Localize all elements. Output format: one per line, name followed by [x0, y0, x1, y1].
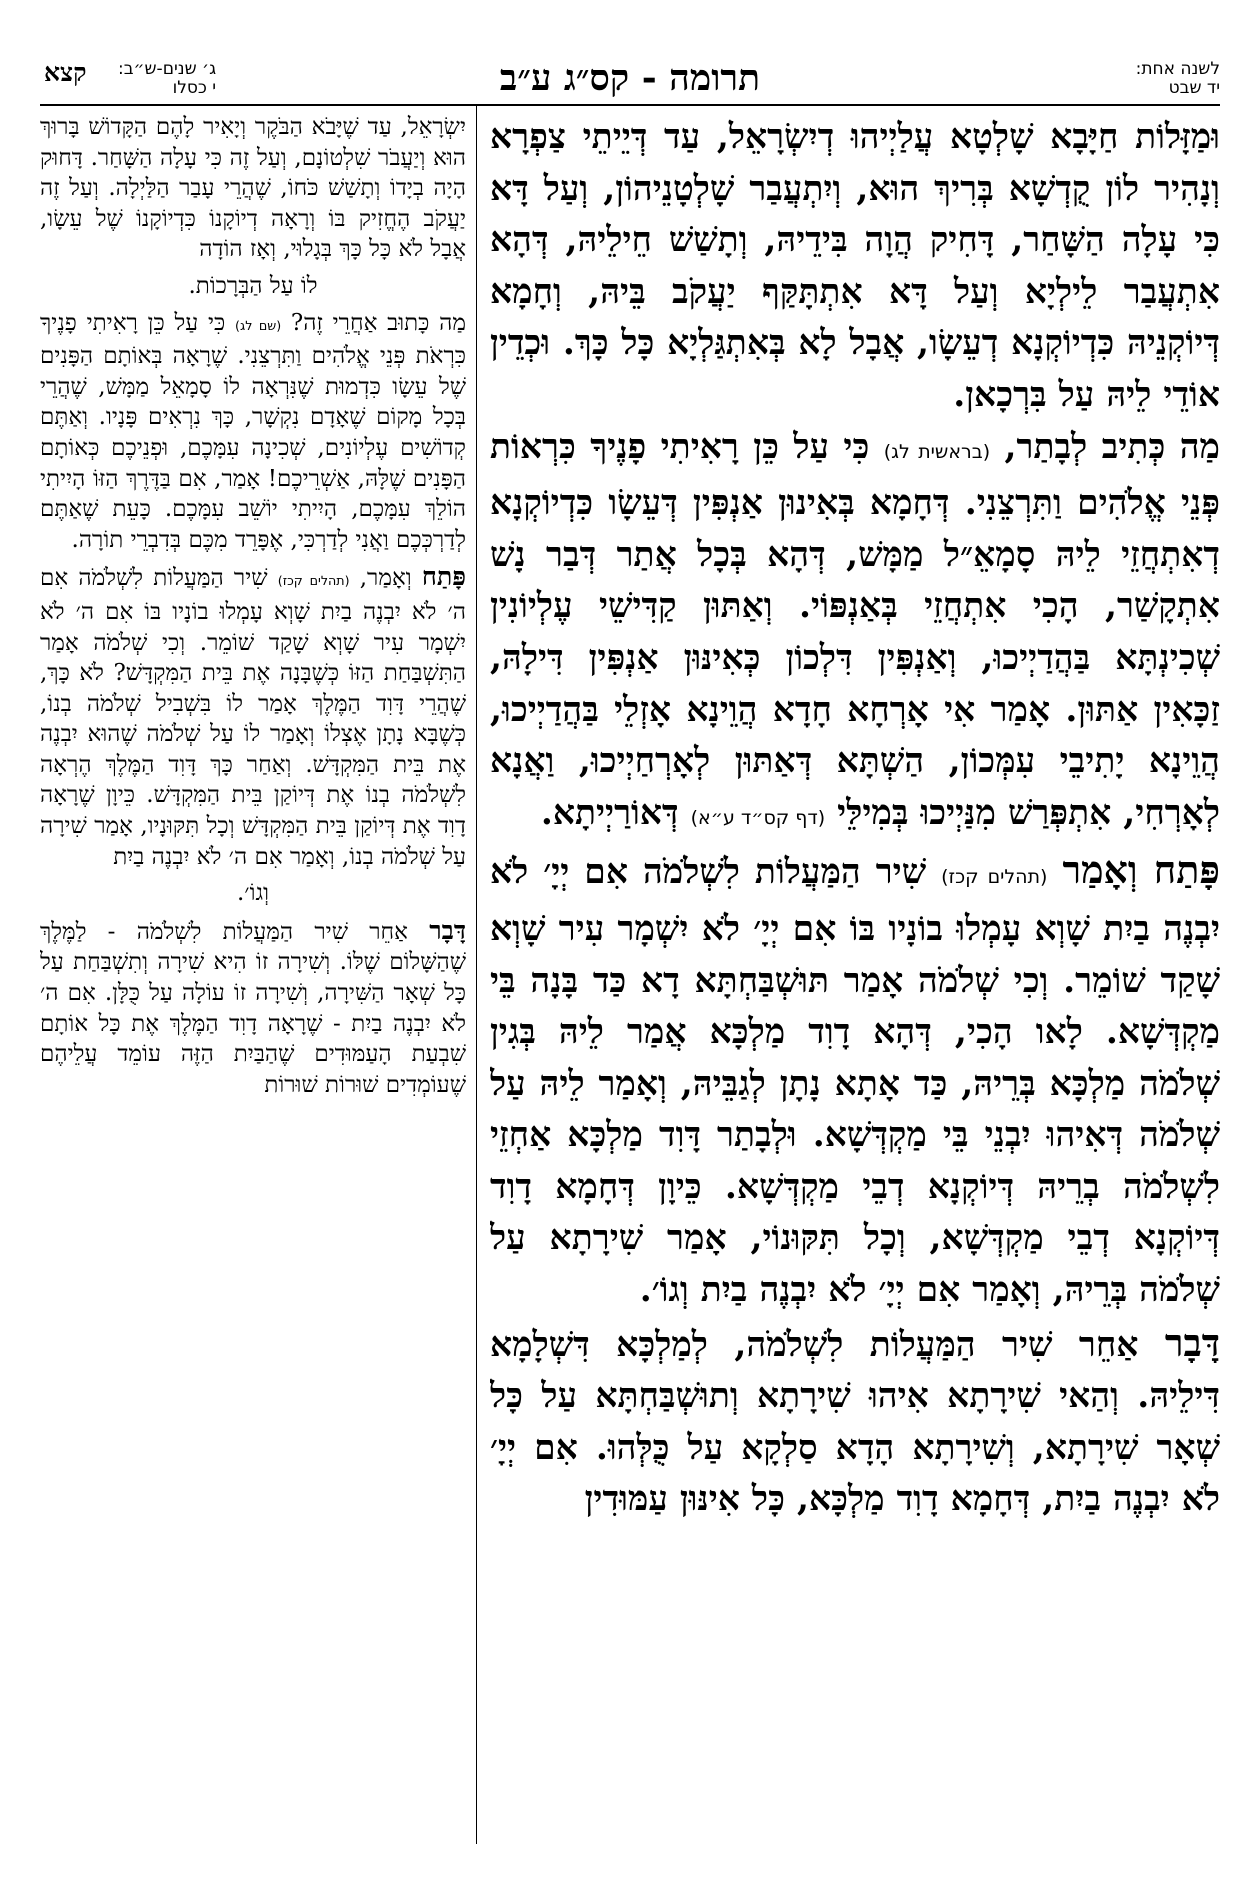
- paragraph-opening: מַה כְּתִיב לְבָתַר,: [1004, 426, 1220, 467]
- paragraph-text: לוֹ עַל הַבְּרָכוֹת.: [188, 272, 318, 299]
- paragraph-text: אַחֵר שִׁיר הַמַּעֲלוֹת לִשְׁלֹמֹה, לְמַלְכָּא דִּשְׁלָמָא דִּילֵיהּ. וְהַאי שִׁירָתָא אִיהוּ שִׁירָתָא וְתוּשְׁבַּחְתָּא עַל כָּל שְׁאָר שִׁירָתָא, וְשִׁירָתָא הָדָא סַלְקָא עַל כֻּלְּהוּ. אִם יְיָ׳ לֹא יִבְנֶה בַיִת, דְּחָמָא דָוִד מַלְכָּא, כָּל אִינּוּן עַמּוּדִין: [490, 1324, 1220, 1520]
- paragraph-text: וּמַזָּלוֹת חַיָּבָא שָׁלְטָא עֲלַיְיהוּ דְיִשְׂרָאֵל, עַד דְּיֵיתֵי צַפְרָא וְנָהִיר לוֹן קֻדְשָׁא בְּרִיךְ הוּא, וְיִתְעֲבַר שָׁלְטָנֵיהוֹן, וְעַל דָּא כִּי עָלָה הַשָּׁחַר, דָּחִיק הֲוָה בִּידֵיהּ, וְתָשַׁשׁ חֵילֵיהּ, דְּהָא אִתְעֲבַר לֵילְיָא וְעַל דָּא אִתְתָּקַּף יַעֲקֹב בֵּיהּ, וְחָמָא דְּיוֹקְנֵיהּ כִּדְיוֹקְנָא דְעֵשָׂו, אֲבָל לָא בְּאִתְגַּלְיָא כָּל כָּךְ. וּכְדֵין אוֹדֵי לֵיהּ עַל בִּרְכָאן.: [490, 117, 1220, 415]
- schedule-label: לשנה אחת:: [1135, 59, 1220, 79]
- study-schedule-three-years: [118, 60, 216, 98]
- page-reference: (דף קס״ד ע״א): [690, 806, 826, 829]
- main-paragraph-3: [490, 844, 1220, 1316]
- side-paragraph-3: [40, 561, 466, 872]
- side-paragraph-1-end: [40, 271, 466, 302]
- paragraph-text: יִשְׂרָאֵל, עַד שֶׁיָּבֹא הַבֹּקֶר וְיָאִיר לָהֶם הַקָּדוֹשׁ בָּרוּךְ הוּא וְיַעֲבֹר שִׁלְטוֹנָם, וְעַל זֶה כִּי עָלָה הַשָּׁחַר. דָּחוּק הָיָה בְיָדוֹ וְתָשַׁשׁ כֹּחוֹ, שֶׁהֲרֵי עָבַר הַלַּיְלָה. וְעַל זֶה יַעֲקֹב הֶחֱזִיק בּוֹ וְרָאָה דְיוֹקָנוֹ כִּדְיוֹקָנוֹ שֶׁל עֵשָׂו, אֲבָל לֹא כָּל כָּךְ בְּגָלוּי, וְאָז הוֹדָה: [40, 114, 466, 263]
- paragraph-text: דְּאוֹרַיְיתָא.: [540, 792, 679, 833]
- side-paragraph-2: [40, 308, 466, 556]
- source-reference: (בראשית לג): [883, 440, 991, 463]
- hebrew-translation-column: [40, 112, 466, 1844]
- source-reference: (שם לג): [235, 317, 282, 333]
- paragraph-text: כִּי עַל כֵּן רָאִיתִי פָנֶיךָ כִּרְאֹת פְּנֵי אֱלֹהִים וַתִּרְצֵנִי. שֶׁרָאָה בְּאוֹתָם הַפָּנִים שֶׁל עֵשָׂו כִּדְמוּת שֶׁנִּרְאָה לוֹ סָמָאֵל מַמָּשׁ, שֶׁהֲרֵי בְּכָל מָקוֹם שֶׁאָדָם נִקְשָׁר, כָּךְ נִרְאִים פָּנָיו. וְאַתֶּם קְדוֹשִׁים עֶלְיוֹנִים, שְׁכִינָה עִמָּכֶם, וּפְנֵיכֶם כְּאוֹתָם הַפָּנִים שֶׁלָּהּ, אַשְׁרֵיכֶם! אָמַר, אִם בַּדֶּרֶךְ הַזּוֹ הָיִיתִי הוֹלֵךְ עִמָּכֶם, הָיִיתִי יוֹשֵׁב עִמָּכֶם. כָּעֵת שֶׁאַתֶּם לְדַרְכְּכֶם וַאֲנִי לְדַרְכִּי, אֶפָּרֵד מִכֶּם בְּדִבְרֵי תוֹרָה.: [40, 309, 466, 553]
- paragraph-text: וְגוֹ׳.: [237, 880, 269, 907]
- main-paragraph-4: [490, 1317, 1220, 1526]
- side-paragraph-1: [40, 112, 466, 265]
- paragraph-text: כִּי עַל כֵּן רָאִיתִי פָנֶיךָ כִּרְאוֹת פְּנֵי אֱלֹהִים וַתִּרְצֵנִי. דְּחָמָא בְּאִינוּן אַנְפִּין דְּעֵשָׂו כִּדְיוֹקְנָא דְאִתְחֲזֵי לֵיהּ סָמָאֵ״ל מַמָּשׁ, דְּהָא בְּכָל אֲתַר דְּבַר נָשׁ אִתְקָשַׁר, הָכִי אִתְחֲזֵי בְּאַנְפּוֹי. וְאַתּוּן קַדִּישֵׁי עֶלְיוֹנִין שְׁכִינְתָּא בַּהֲדַיְיכוּ, וְאַנְפִּין דִּלְכוֹן כְּאִינּוּן אַנְפִּין דִּילָהּ, זַכָּאִין אַתּוּן. אָמַר אִי אָרְחָא חָדָא הֲוֵינָא אָזְלֵי בַּהֲדַיְיכוּ, הֲוֵינָא יָתִיבֵי עִמְּכוֹן, הַשְׁתָּא דְּאַתּוּן לְאָרְחַיְיכוּ, וַאֲנָא לְאָרְחִי, אִתְפְּרַשׁ מִנַּיְיכוּ בְּמִילֵּי: [490, 426, 1220, 833]
- aramaic-text-column: [490, 112, 1220, 1844]
- page: [40, 54, 1220, 1844]
- paragraph-opening: דָּבָר: [1164, 1319, 1220, 1365]
- paragraph-text: שִׁיר הַמַּעֲלוֹת לִשְׁלֹמֹה אִם ה׳ לֹא יִבְנֶה בַיִת שָׁוְא עָמְלוּ בוֹנָיו בּוֹ אִם ה׳ לֹא יִשְׁמָר עִיר שָׁוְא שָׁקַד שׁוֹמֵר. וְכִי שְׁלֹמֹה אָמַר הַתִּשְׁבַּחַת הַזּוֹ כְּשֶׁבָּנָה אֶת בֵּית הַמִּקְדָּשׁ? לֹא כָּךְ, שֶׁהֲרֵי דָּוִד הַמֶּלֶךְ אָמַר לוֹ בִּשְׁבִיל שְׁלֹמֹה בְנוֹ, כְּשֶׁבָּא נָתָן אֶצְלוֹ וְאָמַר לוֹ עַל שְׁלֹמֹה שֶׁהוּא יִבְנֶה אֶת בֵּית הַמִּקְדָּשׁ. וְאַחַר כָּךְ דָּוִד הַמֶּלֶךְ הֶרְאָה לִשְׁלֹמֹה בְנוֹ אֶת דְּיוֹקַן בֵּית הַמִּקְדָּשׁ. כֵּיוָן שֶׁרָאָה דָוִד אֶת דְּיוֹקַן בֵּית הַמִּקְדָּשׁ וְכָל תִּקּוּנָיו, אָמַר שִׁירָה עַל שְׁלֹמֹה בְנוֹ, וְאָמַר אִם ה׳ לֹא יִבְנֶה בַיִת: [40, 565, 466, 870]
- page-number: קצא: [44, 58, 87, 87]
- paragraph-text: שִׁיר הַמַּעֲלוֹת לִשְׁלֹמֹה אִם יְיָ׳ לֹא יִבְנֶה בַיִת שָׁוְא עָמְלוּ בוֹנָיו בּוֹ אִם יְיָ׳ לֹא יִשְׁמָר עִיר שָׁוְא שָׁקַד שׁוֹמֵר. וְכִי שְׁלֹמֹה אָמַר תּוּשְׁבַּחְתָּא דָא כַּד בָּנָה בֵּי מַקְדְּשָׁא. לָאו הָכִי, דְּהָא דָוִד מַלְכָּא אֲמַר לֵיהּ בְּגִין שְׁלֹמֹה מַלְכָּא בְּרֵיהּ, כַּד אָתָא נָתָן לְגַבֵּיהּ, וְאָמַר לֵיהּ עַל שְׁלֹמֹה דְּאִיהוּ יִבְנֵי בֵּי מַקְדְּשָׁא. וּלְבָתַר דָּוִד מַלְכָּא אַחְזֵי לִשְׁלֹמֹה בְרֵיהּ דְּיוֹקְנָא דְבֵי מַקְדְּשָׁא. כֵּיוָן דְּחָמָא דָוִד דְּיוֹקְנָא דְבֵי מַקְדְּשָׁא, וְכָל תִּקּוּנוֹי, אָמַר שִׁירָתָא עַל שְׁלֹמֹה בְּרֵיהּ, וְאָמַר אִם יְיָ׳ לֹא יִבְנֶה בַיִת וְגוֹ׳.: [490, 852, 1220, 1311]
- schedule-date: יד שבט: [1168, 78, 1220, 98]
- schedule-label: ג׳ שנים-ש״ב:: [118, 59, 217, 79]
- paragraph-text: אַחֵר שִׁיר הַמַּעֲלוֹת לִשְׁלֹמֹה - לַמֶּלֶךְ שֶׁהַשָּׁלוֹם שֶׁלּוֹ. וְשִׁירָה זוֹ הִיא שִׁירָה וְתִשְׁבַּחַת עַל כָּל שְׁאָר הַשִּׁירָה, וְשִׁירָה זוֹ עוֹלָה עַל כֻּלָּן. אִם ה׳ לֹא יִבְנֶה בַיִת - שֶׁרָאָה דָוִד הַמֶּלֶךְ אֶת כָּל אוֹתָם שִׁבְעַת הָעַמּוּדִים שֶׁהַבַּיִת הַזֶּה עוֹמֵד עֲלֵיהֶם שֶׁעוֹמְדִים שׁוּרוֹת שׁוּרוֹת: [40, 918, 466, 1098]
- main-paragraph-1: [490, 112, 1220, 422]
- main-paragraph-2: [490, 422, 1220, 845]
- page-header: [40, 54, 1220, 106]
- schedule-date: י כסלו: [172, 78, 217, 98]
- source-reference: (תהלים קכז): [277, 573, 350, 589]
- side-paragraph-4: [40, 915, 466, 1101]
- paragraph-opening: פָּתַח וְאָמַר: [1062, 847, 1220, 893]
- side-paragraph-3-end: [40, 878, 466, 909]
- source-reference: (תהלים קכז): [941, 866, 1048, 889]
- paragraph-opening: דָּבָר: [429, 914, 466, 945]
- paragraph-opening: פָּתַח: [421, 561, 466, 592]
- page-title: תרומה - קס״ג ע״ב: [499, 57, 761, 99]
- paragraph-text: וְאָמַר,: [359, 565, 412, 592]
- paragraph-opening: מַה כָּתוּב אַחֲרֵי זֶה?: [290, 309, 466, 336]
- column-divider: [476, 104, 477, 1844]
